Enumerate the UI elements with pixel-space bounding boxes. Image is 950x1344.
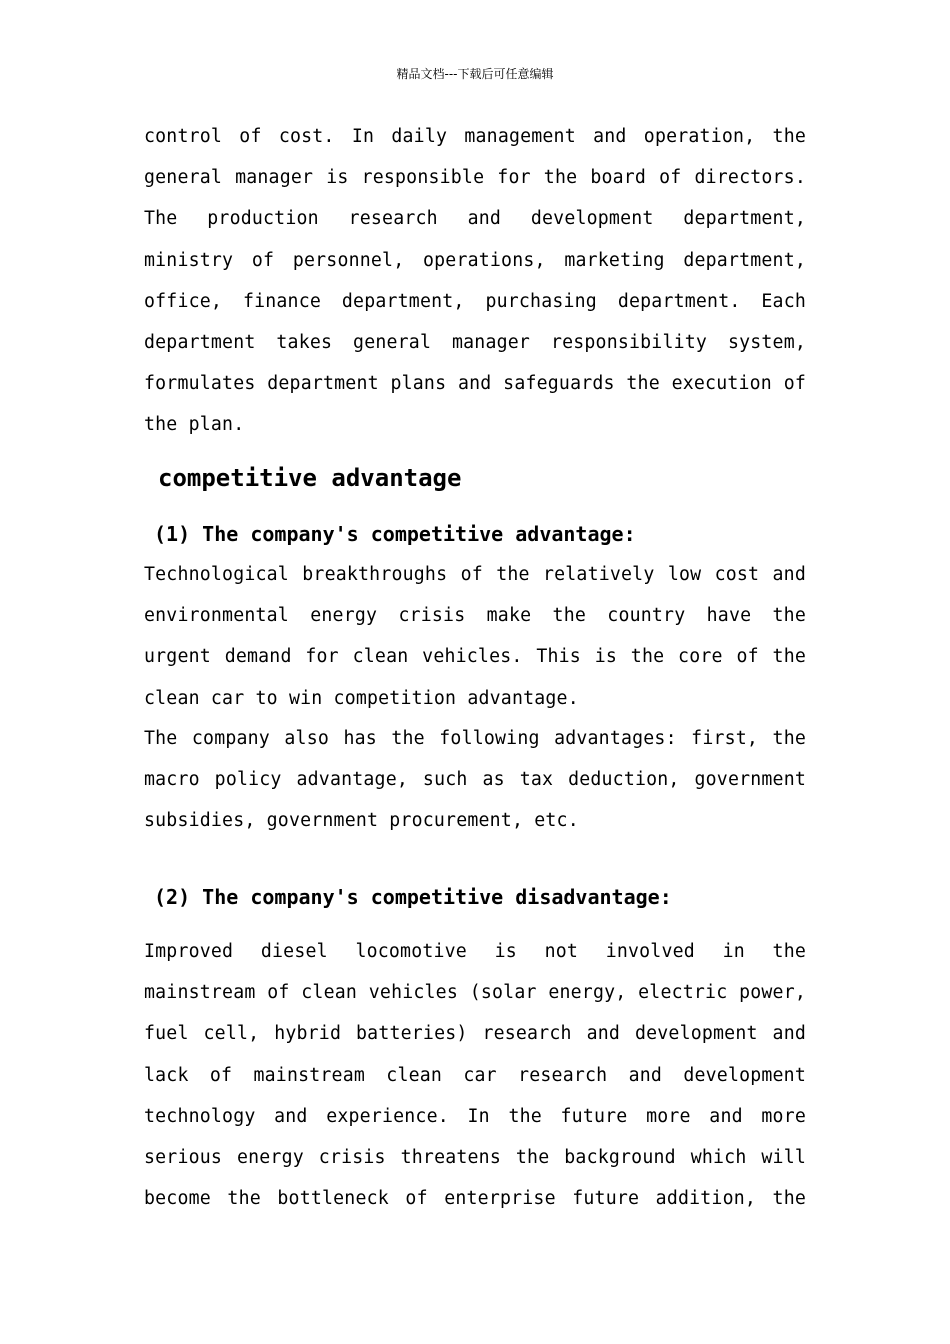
paragraph-disadvantage [144,931,806,1219]
text-line: environmental energy crisis make the country have the [144,605,806,627]
text-line: technology and experience. In the future more and more [144,1105,806,1127]
section-heading: competitive advantage [158,464,462,492]
text-line: The company also has the following advantages: first, the [144,728,806,749]
text-line: lack of mainstream clean car research and development [144,1064,806,1086]
text-line: serious energy crisis threatens the background which will [144,1146,806,1168]
page-header: 精品文档---下载后可任意编辑 [396,67,554,81]
text-line: general manager is responsible for the board of directors. [144,167,806,189]
text-line: subsidies, government procurement, etc. [144,810,579,832]
text-line: urgent demand for clean vehicles. This is the core of the [144,646,806,668]
text-line: ministry of personnel, operations, marketing department, [144,249,806,271]
text-line: fuel cell, hybrid batteries) research and development and [144,1023,806,1045]
text-line: Improved diesel locomotive is not involved in the [144,941,806,962]
text-line: clean car to win competition advantage. [144,687,579,709]
paragraph-organization [144,116,806,446]
text-line: Technological breakthroughs of the relatively low cost and [144,564,806,585]
paragraph-advantage-list [144,718,806,842]
paragraph-advantage [144,554,806,719]
subsection-heading-disadvantage: (2) The company's competitive disadvantage: [154,885,672,909]
text-line: office, finance department, purchasing department. Each [144,290,806,312]
text-line: macro policy advantage, such as tax deduction, government [144,769,806,791]
subsection-heading-advantage: (1) The company's competitive advantage: [154,522,636,546]
text-line: the plan. [144,414,245,436]
text-line: The production research and development department, [144,208,806,230]
text-line: become the bottleneck of enterprise future addition, the [144,1188,806,1210]
text-line: formulates department plans and safeguards the execution of [144,373,806,395]
text-line: department takes general manager responsibility system, [144,331,806,353]
text-line: control of cost. In daily management and operation, the [144,126,806,147]
text-line: mainstream of clean vehicles (solar energy, electric power, [144,982,806,1004]
